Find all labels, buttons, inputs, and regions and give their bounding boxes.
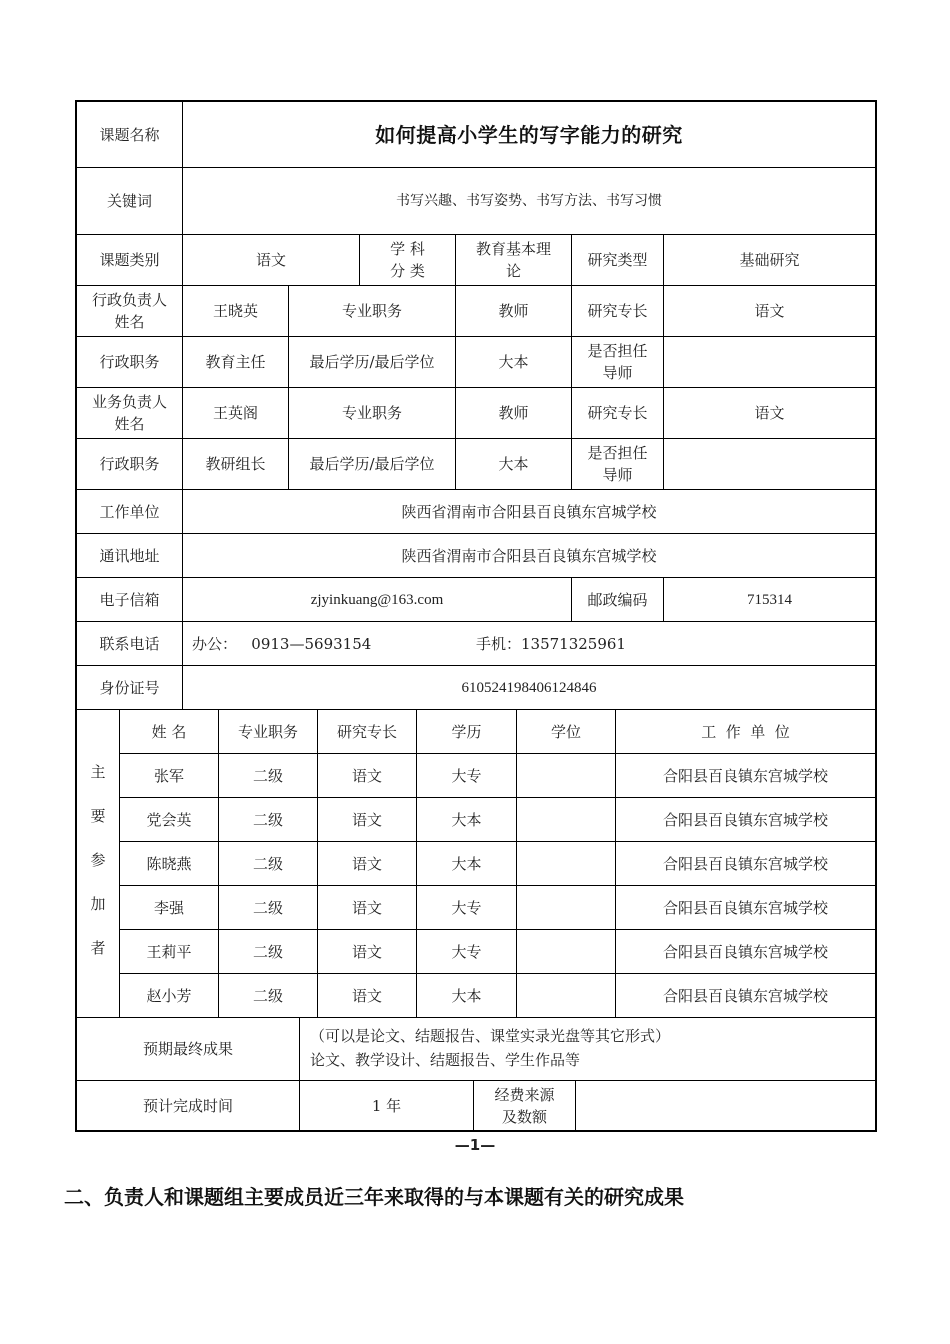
biz-degree-value: 大本 [498,455,529,473]
members-header-education: 学历 [451,722,482,741]
member-degree [517,930,615,973]
admin-degree-label: 最后学历/最后学位 [309,353,435,371]
member-degree [517,842,615,885]
member-unit: 合阳县百良镇东宫城学校 [662,810,828,829]
email-label: 电子信箱 [99,590,160,609]
biz-post-value: 教研组长 [205,455,266,473]
member-specialty: 语文 [351,986,382,1005]
keywords-label: 关键词 [106,192,152,210]
member-title: 二级 [252,766,283,785]
address-label: 通讯地址 [99,546,160,565]
admin-head-name: 王晓英 [212,302,258,320]
member-name: 李强 [153,898,184,917]
research-type-label: 研究类型 [587,251,648,269]
biz-head-specialty-value: 语文 [754,404,785,422]
members-header-title: 专业职务 [237,722,298,741]
page-number: —1— [454,1136,496,1154]
topic-name-label: 课题名称 [99,125,160,144]
members-header-unit: 工 作 单 位 [701,722,790,741]
admin-mentor-label: 是否担任 导师 [587,342,648,382]
mobile-phone: 手机：13571325961 [476,634,626,653]
expected-hint: （可以是论文、结题报告、课堂实录光盘等其它形式） [310,1027,671,1045]
member-specialty: 语文 [351,766,382,785]
member-unit: 合阳县百良镇东宫城学校 [662,898,828,917]
biz-post-label: 行政职务 [99,455,160,473]
member-unit: 合阳县百良镇东宫城学校 [662,854,828,873]
section-heading: 二、负责人和课题组主要成员近三年来取得的与本课题有关的研究成果 [64,1185,684,1209]
expected-value: 论文、教学设计、结题报告、学生作品等 [310,1051,581,1069]
members-header-degree: 学位 [550,722,581,741]
member-specialty: 语文 [351,810,382,829]
id-value: 610524198406124846 [461,679,597,696]
member-degree [517,974,615,1017]
topic-name-value: 如何提高小学生的写字能力的研究 [375,122,683,147]
biz-degree-label: 最后学历/最后学位 [309,455,435,473]
member-name: 陈晓燕 [146,854,192,873]
admin-head-title-value: 教师 [498,302,529,320]
member-title: 二级 [252,854,283,873]
member-name: 王莉平 [146,942,192,961]
admin-head-title-label: 专业职务 [341,302,402,320]
admin-head-specialty-label: 研究专长 [587,302,648,320]
subject-class-label: 学 科 分 类 [390,240,425,280]
member-education: 大专 [451,942,482,961]
members-header-specialty: 研究专长 [336,722,397,741]
admin-post-value: 教育主任 [205,353,266,371]
work-unit-value: 陕西省渭南市合阳县百良镇东宫城学校 [401,502,657,521]
keywords-value: 书写兴趣、书写姿势、书写方法、书写习惯 [396,193,662,209]
timeline-label: 预计完成时间 [142,1096,233,1115]
member-degree [517,754,615,797]
biz-mentor-value [664,439,875,489]
member-degree [517,798,615,841]
fund-label: 经费来源 及数额 [494,1085,555,1126]
biz-head-label: 业务负责人 姓名 [91,393,167,433]
members-header-name: 姓 名 [151,722,187,741]
admin-degree-value: 大本 [498,353,529,371]
timeline-value: 1 年 [371,1096,402,1115]
admin-head-specialty-value: 语文 [754,302,785,320]
member-education: 大专 [451,898,482,917]
member-specialty: 语文 [351,942,382,961]
biz-mentor-label: 是否担任 导师 [587,444,648,484]
member-specialty: 语文 [351,898,382,917]
research-type-value: 基础研究 [739,251,800,269]
id-label: 身份证号 [99,678,160,697]
biz-head-title-value: 教师 [498,404,529,422]
member-unit: 合阳县百良镇东宫城学校 [662,986,828,1005]
member-title: 二级 [252,898,283,917]
fund-value [576,1081,875,1130]
admin-head-label: 行政负责人 姓名 [91,291,167,331]
member-name: 赵小芳 [146,986,192,1005]
member-education: 大本 [451,854,482,873]
work-unit-label: 工作单位 [99,502,160,521]
category-value: 语文 [255,251,286,269]
address-value: 陕西省渭南市合阳县百良镇东宫城学校 [401,546,657,565]
member-title: 二级 [252,986,283,1005]
member-education: 大本 [451,810,482,829]
admin-post-label: 行政职务 [99,353,160,371]
phone-label: 联系电话 [99,634,160,653]
expected-label: 预期最终成果 [142,1040,233,1058]
biz-head-name: 王英阁 [212,404,258,422]
zip-value: 715314 [747,591,792,608]
member-title: 二级 [252,810,283,829]
office-phone: 办公： 0913—5693154 [192,634,372,653]
category-label: 课题类别 [99,251,160,269]
member-education: 大专 [451,766,482,785]
member-unit: 合阳县百良镇东宫城学校 [662,766,828,785]
biz-head-specialty-label: 研究专长 [587,404,648,422]
subject-class-value: 教育基本理 论 [475,240,551,280]
member-specialty: 语文 [351,854,382,873]
biz-head-title-label: 专业职务 [341,404,402,422]
member-name: 党会英 [146,810,192,829]
member-degree [517,886,615,929]
member-education: 大本 [451,986,482,1005]
member-name: 张军 [153,766,184,785]
admin-mentor-value [664,337,875,387]
members-side-label: 主 要 参 加 者 [90,763,106,957]
member-unit: 合阳县百良镇东宫城学校 [662,942,828,961]
member-title: 二级 [252,942,283,961]
zip-label: 邮政编码 [587,590,648,609]
email-value: zjyinkuang@163.com [310,591,444,608]
